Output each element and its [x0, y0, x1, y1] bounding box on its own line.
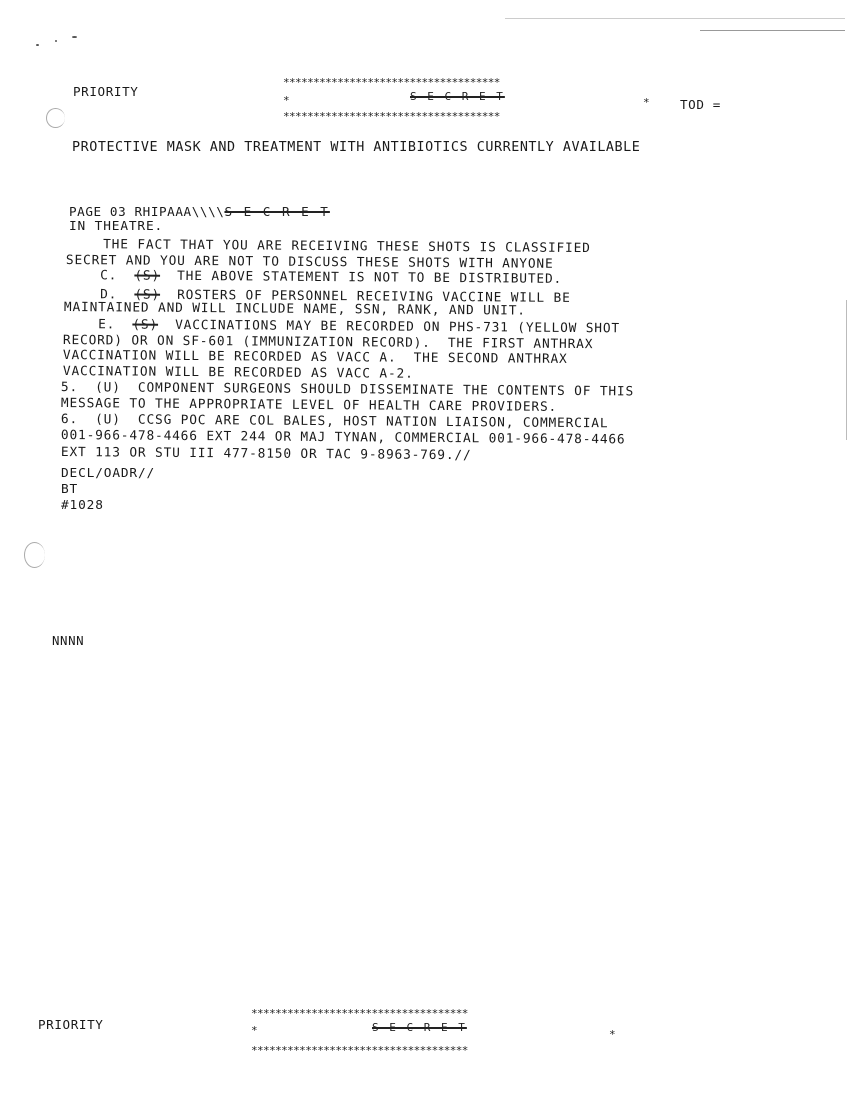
- body-line: EXT 113 OR STU III 477-8150 OR TAC 9-8963-769.//: [60, 445, 472, 464]
- body-line: IN THEATRE.: [69, 219, 164, 234]
- scan-speck: [72, 36, 77, 38]
- header-star-right: *: [643, 96, 650, 109]
- footer-priority-label: PRIORITY: [38, 1017, 104, 1032]
- end-marker: NNNN: [52, 633, 85, 648]
- footer-classification: S E C R E T: [372, 1021, 467, 1034]
- header-classification: S E C R E T: [410, 90, 505, 103]
- item-text: VACCINATIONS MAY BE RECORDED ON PHS-731 (YELLOW SHOT: [157, 317, 621, 337]
- page-line-classification: S E C R E T: [224, 204, 330, 219]
- page-line: [69, 204, 330, 219]
- item-letter: C.: [65, 268, 135, 284]
- body-line: [66, 268, 562, 287]
- footer-star-right: *: [609, 1028, 616, 1041]
- subject-line: PROTECTIVE MASK AND TREATMENT WITH ANTIBIOTICS CURRENTLY AVAILABLE: [72, 140, 641, 155]
- scan-edge-line: [700, 30, 845, 31]
- body-line: MESSAGE TO THE APPROPRIATE LEVEL OF HEALTH CARE PROVIDERS.: [60, 396, 558, 415]
- body-line: THE FACT THAT YOU ARE RECEIVING THESE SHOTS IS CLASSIFIED: [68, 237, 591, 257]
- item-letter: E.: [63, 317, 133, 333]
- declassification-line: DECL/OADR//: [61, 466, 156, 481]
- footer-star-left: *: [251, 1024, 258, 1037]
- body-line: 6. (U) CCSG POC ARE COL BALES, HOST NATION LIAISON, COMMERCIAL: [60, 412, 609, 432]
- page-line-prefix: PAGE 03 RHIPAAA\\\\: [69, 204, 225, 219]
- message-number: #1028: [61, 498, 104, 513]
- footer-star-row-bottom: ************************************: [251, 1044, 468, 1057]
- body-line: VACCINATION WILL BE RECORDED AS VACC A. THE SECOND ANTHRAX: [62, 348, 568, 367]
- footer-star-row-top: ************************************: [251, 1007, 468, 1020]
- header-star-row-bottom: ************************************: [283, 110, 500, 123]
- body-line: 5. (U) COMPONENT SURGEONS SHOULD DISSEMINATE THE CONTENTS OF THIS: [60, 380, 635, 400]
- scan-speck: [36, 44, 39, 46]
- item-text: THE ABOVE STATEMENT IS NOT TO BE DISTRIBUTED.: [159, 268, 563, 287]
- break-line: BT: [61, 482, 79, 497]
- header-star-row-top: ************************************: [283, 76, 500, 89]
- punch-hole: [24, 542, 45, 568]
- tod-label: TOD =: [680, 97, 721, 112]
- struck-classification-mark: (S): [134, 287, 161, 303]
- body-line: 001-966-478-4466 EXT 244 OR MAJ TYNAN, COMMERCIAL 001-966-478-4466: [60, 428, 626, 448]
- scan-speck: [55, 40, 57, 42]
- punch-hole: [46, 108, 65, 128]
- body-line: VACCINATION WILL BE RECORDED AS VACC A-2.: [62, 364, 414, 382]
- priority-label: PRIORITY: [73, 84, 139, 99]
- struck-classification-mark: (S): [132, 317, 159, 333]
- body-line: RECORD) OR ON SF-601 (IMMUNIZATION RECORD). THE FIRST ANTHRAX: [62, 333, 594, 353]
- scan-edge-line: [505, 18, 845, 19]
- header-star-left: *: [283, 94, 290, 107]
- scan-edge-line: [846, 300, 847, 440]
- body-line: MAINTAINED AND WILL INCLUDE NAME, SSN, RANK, AND UNIT.: [63, 300, 526, 319]
- item-letter: D.: [65, 287, 135, 303]
- body-line: SECRET AND YOU ARE NOT TO DISCUSS THESE SHOTS WITH ANYONE: [65, 253, 554, 272]
- item-text: ROSTERS OF PERSONNEL RECEIVING VACCINE WILL BE: [159, 287, 571, 306]
- struck-classification-mark: (S): [134, 268, 161, 284]
